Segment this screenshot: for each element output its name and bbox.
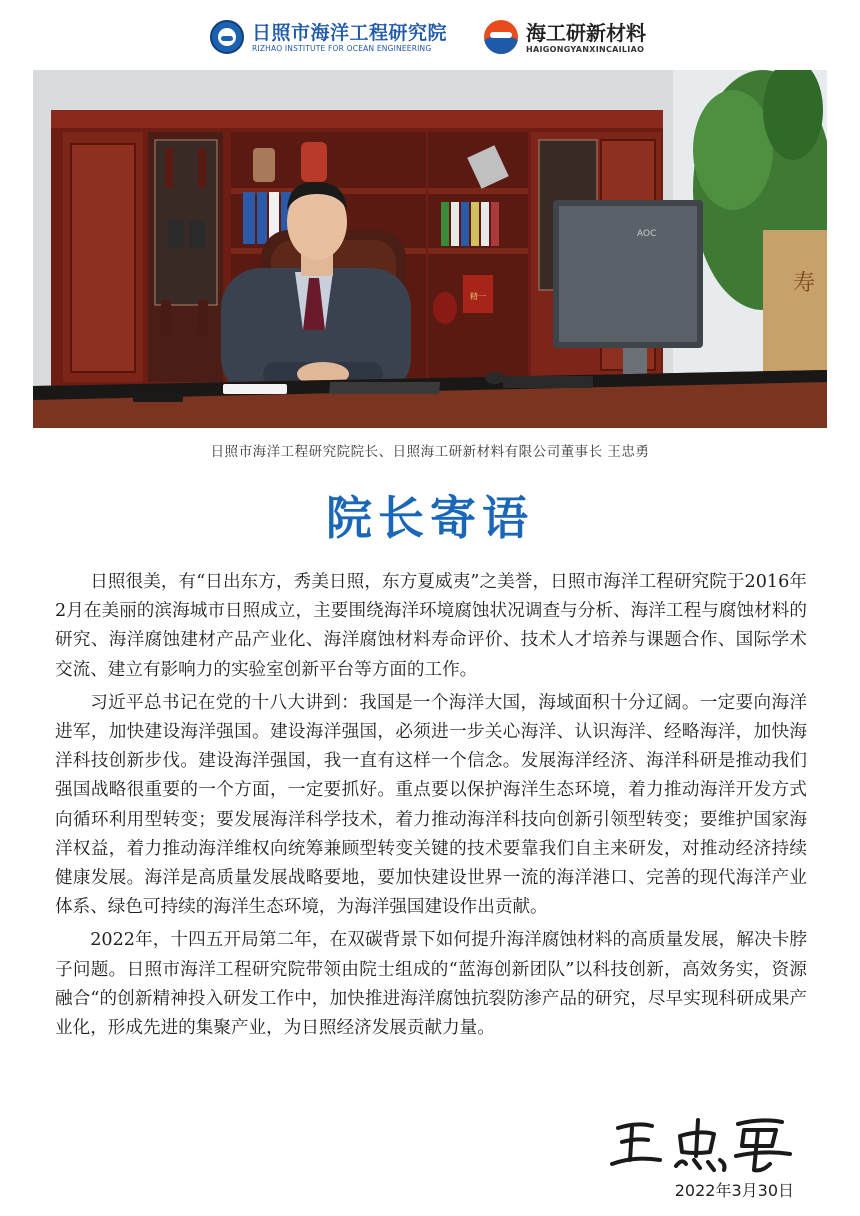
- page-title: 院长寄语: [326, 491, 534, 545]
- book-label: 精一: [470, 292, 486, 301]
- paragraph-1: 日照很美，有“日出东方，秀美日照，东方夏威夷”之美誉，日照市海洋工程研究院于2016年2月在美丽的滨海城市日照成立，主要围绕海洋环境腐蚀状况调查与分析、海洋工程与腐蚀材料的研究、海洋腐蚀建材产品产业化、海洋腐蚀材料寿命评价、技术人才培养与课题合作、国际学术交流、建立有影响力的实验室创新平台等方面的工作。: [55, 572, 807, 680]
- institute-logo: [210, 18, 470, 60]
- company-name-cn: 海工研新材料: [526, 21, 646, 45]
- company-name-en: HAIGONGYANXINCAILIAO: [526, 45, 645, 54]
- institute-seal-icon: [210, 20, 244, 54]
- monitor-brand: AOC: [637, 229, 657, 239]
- company-mark-icon: [484, 20, 518, 54]
- institute-name-en: RIZHAO INSTITUTE FOR OCEAN ENGINEERING: [252, 44, 432, 53]
- company-logo: [484, 18, 664, 60]
- institute-name-cn: 日照市海洋工程研究院: [252, 22, 448, 44]
- letter-body: [55, 568, 807, 1047]
- letter-date: 2022年3月30日: [674, 1181, 794, 1200]
- page-header: [0, 12, 860, 62]
- director-photo: [33, 70, 827, 428]
- photo-caption: 日照市海洋工程研究院院长、日照海工研新材料有限公司董事长 王忠勇: [210, 444, 650, 460]
- paragraph-3: 2022年，十四五开局第二年，在双碳背景下如何提升海洋腐蚀材料的高质量发展，解决卡脖子问题。日照市海洋工程研究院带领由院士组成的“蓝海创新团队”以科技创新，高效务实，资源融合“的创新精神投入研发工作中，加快推进海洋腐蚀抗裂防渗产品的研究，尽早实现科研成果产业化，形成先进的集聚产业，为日照经济发展贡献力量。: [55, 930, 807, 1039]
- paragraph-2: 习近平总书记在党的十八大讲到：我国是一个海洋大国，海域面积十分辽阔。一定要向海洋进军，加快建设海洋强国。建设海洋强国，必须进一步关心海洋、认识海洋、经略海洋，加快海洋科技创新步伐。建设海洋强国，我一直有这样一个信念。发展海洋经济、海洋科研是推动我们强国战略很重要的一个方面，一定要抓好。重点要以保护海洋生态环境，着力推动海洋开发方式向循环利用型转变；要发展海洋科学技术，着力推动海洋科技向创新引领型转变；要维护国家海洋权益，着力推动海洋维权向统筹兼顾型转变关键的技术要靠我们自主来研发，对推动经济持续健康发展。海洋是高质量发展战略要地，要加快建设世界一流的海洋港口、完善的现代海洋产业体系、绿色可持续的海洋生态环境，为海洋强国建设作出贡献。: [55, 692, 807, 918]
- svg-text:寿: 寿: [793, 271, 816, 296]
- handwritten-signature: [604, 1112, 804, 1174]
